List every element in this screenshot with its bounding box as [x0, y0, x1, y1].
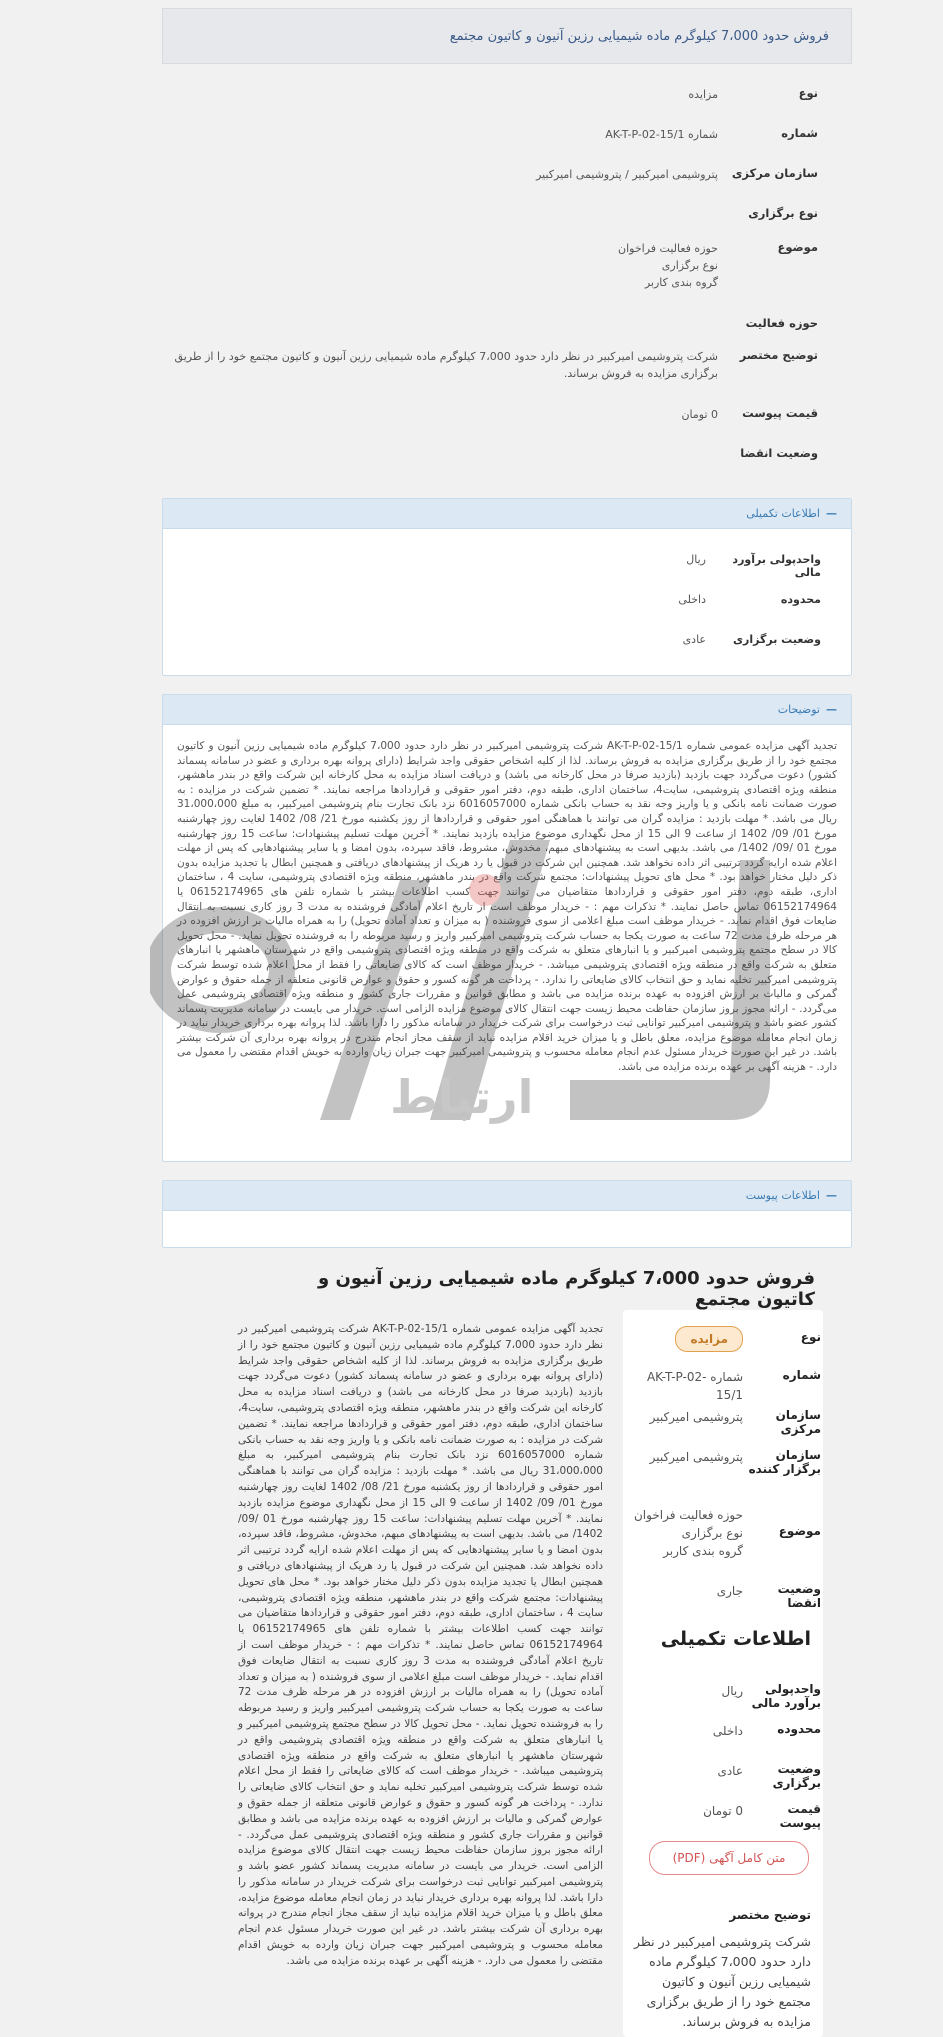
detail-title: فروش حدود 7،000 کیلوگرم ماده شیمیایی رزین آنیون و کاتیون مجتمع: [318, 1268, 815, 1310]
attachments-panel: [162, 1180, 852, 1248]
card-value: حوزه فعالیت فراخوان نوع برگزاری گروه بندی کاربر: [633, 1508, 743, 1558]
main-description: تجدید آگهی مزایده عمومی شماره AK-T-P-02-15/1 شرکت پتروشیمی امیرکبیر در نظر دارد حدود 7،000 کیلوگرم ماده شیمیایی رزین آنیون و کاتیون مجتمع خود را از طریق برگزاری مزایده به فروش برساند. لذا از کلیه اشخاص حقوقی واجد شرایط (دارای پروانه بهره برداری و عضو در سامانه پسماند کشور) دعوت می‌گردد جهت بازدید (بازدید صرفا در محل کارخانه می باشد) و دریافت اسناد مزایده به محل کارخانه این شرکت واقع در بندر ماهشهر، منطقه ویژه اقتصادی پتروشیمی، سایت4، ساختمان اداری، طبقه دوم، دفتر امور حقوقی و قراردادها مراجعه نمایند. * تضمین شرکت در مزایده : به صورت ضمانت نامه بانکی و یا واریز وجه نقد به حساب بانکی شماره 6016057000 نزد بانک تجارت بنام پتروشیمی امیرکبیر، به مبلغ 31،000،000 ریال می باشد. * مهلت بازدید : مزایده گران می توانند با هماهنگی امور حقوقی و قراردادها از روز یکشنبه مورخ 21/ 08/ 1402 لغایت روز چهارشنبه مورخ 01/ 09/ 1402 از ساعت 9 الی 15 از محل نگهداری موضوع مزایده بازدید نمایند. * آخرین مهلت تسلیم پیشنهادات: ساعت 15 روز چهار‌شنبه مورخ 01 /09/ 1402/ می باشد. بدیهی است به پیشنهادهای مبهم، مخدوش، مشروط، فاقد سپرده، بدون امضا و یا سایر پیشنهادهایی که پس از مهلت اعلام شده ارایه گردد ترتیبی اثر داده نخواهد شد. همچنین این شرکت در قبول یا رد هریک از پیشنهادهای دریافتی و همچنین ابطال یا تجدید مزایده بدون ذکر دلیل مختار خواهد بود. * محل های تحویل پیشنهادات: مجتمع شرکت واقع در بندر ماهشهر، منطقه ویژه اقتصادی پتروشیمی، سایت 4 ، ساختمان اداری، طبقه دوم، دفتر امور حقوقی و قراردادها متقاضیان می توانند جهت کسب اطلاعات بیشتر با شماره تلفن های 06152174965 یا 06152174964 تماس حاصل نمایند. * تذکرات مهم : - خریدار موظف است از تاریخ اعلام آمادگی فروشنده به مدت 3 روز کاری نسبت به انتقال ضایعات فوق اقدام نماید. - خریدار موظف است مبلغ اعلامی از سوی فروشنده ( به میزان و تعداد آماده تحویل) را به همراه مالیات بر ارزش افزوده در هر مرحله ظرف مدت 72 ساعت به صورت یکجا به حساب شرکت پتروشیمی امیرکبیر واریز و رسید مربوطه را به فروشنده تحویل نماید. - محل تحویل کالا در سطح مجتمع پتروشیمی امیرکبیر و یا انبارهای متعلق به شرکت واقع در منطقه ویژه اقتصادی پتروشیمی واقع در شهرستان ماهشهر یا انبارهای متعلق به شرکت واقع در منطقه ویژه اقتصادی پتروشیمی میباشد. - خریدار موظف است که کالای ضایعاتی را فقط از محل اعلام شده توسط شرکت پتروشیمی امیرکبیر تخلیه نماید و حق انتخاب کالای ضایعاتی را ندارد. - پرداخت هر گونه کسور و حقوق و عوارض قانونی متعلقه از جمله حقوق و عوارض گمرکی و مالیات بر ارزش افزوده به عهده برنده مزایده می باشد و مطابق قوانین و مقررات جاری کشور و منطقه ویژه اقتصادی پتروشیمی عمل می‌گردد. - ارائه مجوز بروز سازمان حفاظت محیط زیست جهت انتقال کالای موضوع مزایده الزامی است. خریدار می بایست در سامانه مدیریت پسماند کشور عضو باشد و پتروشیمی امیرکبیر توانایی ثبت درخواست برای شرکت خریدار در سامانه مذکور را دارا باشد. لذا پروانه بهره برداری خریدار نباید در زمان انجام معامله موضوع مزایده، معلق باطل و یا میزان خرید اقلام مزایده نباید از سقف مجاز انجام مندرج در پروانه بهره برداری آن شرکت بیشتر باشد. در غیر این صورت خریدار مسئول عدم انجام معامله محسوب و پتروشیمی امیرکبیر جهت جبران زیان وارده به خویش اقدام مقتضی را معمول می دارد. - هزینه آگهی بر عهده برنده مزایده می باشد.: [238, 1323, 604, 1967]
extra-info-panel: [162, 498, 852, 676]
card-value: جاری: [716, 1584, 743, 1598]
card-label: وضعیت انقضا: [777, 1582, 821, 1610]
panel-header[interactable]: [163, 499, 851, 529]
extra-row-currency: [191, 553, 821, 579]
card-row-subject: [623, 1506, 823, 1560]
detail-label: توضیح مختصر: [739, 348, 818, 362]
extra-label: وضعیت برگزاری: [732, 633, 821, 646]
pdf-download-button[interactable]: متن کامل آگهی (PDF): [649, 1841, 809, 1875]
card-row-type: [623, 1326, 823, 1352]
card-row-scope: [623, 1722, 823, 1740]
detail-row-number: [153, 126, 818, 143]
detail-label: موضوع: [777, 240, 818, 254]
detail-value: [153, 206, 718, 220]
detail-row-activity: [153, 316, 818, 330]
extra-row-status: [191, 633, 821, 646]
detail-value: [153, 316, 718, 330]
detail-label: قیمت پیوست: [742, 406, 818, 420]
card-label: شماره: [782, 1368, 821, 1382]
detail-label: حوزه فعالیت: [745, 316, 818, 330]
detail-value: شرکت پتروشیمی امیرکبیر در نظر دارد حدود 7،000 کیلوگرم ماده شیمیایی رزین آنیون و کاتیون مجتمع خود را از طریق برگزاری مزایده به فروش برساند.: [174, 350, 718, 380]
watermark-text: ارتباط: [390, 1070, 534, 1124]
detail-row-price: [153, 406, 818, 423]
extra-label: محدوده: [780, 593, 821, 606]
detail-value: حوزه فعالیت فراخوان نوع برگزاری گروه بندی کاربر: [618, 242, 718, 289]
detail-label: شماره: [781, 126, 818, 140]
card-value: پتروشیمی امیرکبیر: [649, 1410, 743, 1424]
card-label: نوع: [800, 1330, 821, 1344]
collapse-icon[interactable]: —: [826, 507, 837, 520]
extra-value: داخلی: [678, 593, 706, 606]
panel-header[interactable]: [163, 695, 851, 725]
detail-row-type: [153, 86, 818, 103]
card-label: قیمت پیوست: [779, 1802, 821, 1830]
panel-title: توضیحات: [777, 703, 820, 716]
detail-row-summary: [153, 348, 818, 382]
panel-title: اطلاعات تکمیلی: [746, 507, 820, 520]
panel-title: اطلاعات پیوست: [745, 1189, 820, 1202]
summary-text: شرکت پتروشیمی امیرکبیر در نظر دارد حدود 7،000 کیلوگرم ماده شیمیایی رزین آنیون و کاتیون مجتمع خود را از طریق برگزاری مزایده به فروش برساند.: [633, 1934, 811, 2029]
detail-row-org: [153, 166, 818, 183]
description-panel: [162, 694, 852, 1162]
detail-value: شماره AK-T-P-02-15/1: [605, 128, 718, 141]
detail-value: مزایده: [688, 88, 718, 101]
detail-value: 0 تومان: [681, 408, 718, 421]
card-label: موضوع: [778, 1524, 821, 1538]
detail-value: [153, 446, 718, 460]
extra-label: واحدپولی برآورد مالی: [732, 553, 821, 579]
extra-row-scope: [191, 593, 821, 606]
collapse-icon[interactable]: —: [826, 703, 837, 716]
detail-label: نوع: [798, 86, 818, 100]
card-row-number: [623, 1368, 823, 1404]
detail-label: سازمان مرکزی: [731, 166, 818, 180]
panel-header[interactable]: [163, 1181, 851, 1211]
card-row-org: [623, 1408, 823, 1436]
card-label: محدوده: [777, 1722, 821, 1736]
detail-label: وضعیت انقضا: [740, 446, 818, 460]
card-row-currency: [623, 1682, 823, 1710]
detail-row-expiry: [153, 446, 818, 460]
card-label: سازمان مرکزی: [775, 1408, 821, 1436]
info-card: [623, 1310, 823, 2037]
card-label: سازمان برگزار کننده: [748, 1448, 821, 1476]
extra-value: عادی: [682, 633, 706, 646]
detail-row-holding-type: [153, 206, 818, 220]
card-row-expiry: [623, 1582, 823, 1610]
page-title: فروش حدود 7،000 کیلوگرم ماده شیمیایی رزین آنیون و کاتیون مجتمع: [162, 8, 852, 64]
type-badge[interactable]: مزایده: [675, 1326, 743, 1352]
card-row-status: [623, 1762, 823, 1790]
summary-label: توضیح مختصر: [729, 1908, 811, 1922]
card-value: ریال: [721, 1684, 743, 1698]
collapse-icon[interactable]: —: [826, 1189, 837, 1202]
card-value: عادی: [717, 1764, 743, 1778]
card-value: پتروشیمی امیرکبیر: [649, 1450, 743, 1464]
detail-label: نوع برگزاری: [748, 206, 818, 220]
card-row-price: [623, 1802, 823, 1830]
card-row-host: [623, 1448, 823, 1476]
card-label: وضعیت برگزاری: [772, 1762, 821, 1790]
card-value: 0 تومان: [703, 1804, 743, 1818]
extra-heading: اطلاعات تکمیلی: [660, 1628, 811, 1650]
extra-value: ریال: [686, 553, 706, 566]
description-text: تجدید آگهی مزایده عمومی شماره AK-T-P-02-15/1 شرکت پتروشیمی امیرکبیر در نظر دارد حدود 7،000 کیلوگرم ماده شیمیایی رزین آنیون و کاتیون مجتمع خود را از طریق برگزاری مزایده به فروش برساند. لذا از کلیه اشخاص حقوقی واجد شرایط (دارای پروانه بهره برداری و عضو در سامانه پسماند کشور) دعوت می‌گردد جهت بازدید (بازدید صرفا در محل کارخانه می باشد) و دریافت اسناد مزایده به محل کارخانه این شرکت واقع در بندر ماهشهر، منطقه ویژه اقتصادی پتروشیمی، سایت4، ساختمان اداری، طبقه دوم، دفتر امور حقوقی و قراردادها مراجعه نمایند. * تضمین شرکت در مزایده : به صورت ضمانت نامه بانکی و یا واریز وجه نقد به حساب بانکی شماره 6016057000 نزد بانک تجارت بنام پتروشیمی امیرکبیر، به مبلغ 31،000،000 ریال می باشد. * مهلت بازدید : مزایده گران می توانند با هماهنگی امور حقوقی و قراردادها از روز یکشنبه مورخ 21/ 08/ 1402 لغایت روز چهارشنبه مورخ 01/ 09/ 1402 از ساعت 9 الی 15 از محل نگهداری موضوع مزایده بازدید نمایند. * آخرین مهلت تسلیم پیشنهادات: ساعت 15 روز چهار‌شنبه مورخ 01 /09/ 1402/ می باشد. بدیهی است به پیشنهادهای مبهم، مخدوش، مشروط، فاقد سپرده، بدون امضا و یا سایر پیشنهادهایی که پس از مهلت اعلام شده ارایه گردد ترتیبی اثر داده نخواهد شد. همچنین این شرکت در قبول یا رد هریک از پیشنهادهای دریافتی و همچنین ابطال یا تجدید مزایده بدون ذکر دلیل مختار خواهد بود. * محل های تحویل پیشنهادات: مجتمع شرکت واقع در بندر ماهشهر، منطقه ویژه اقتصادی پتروشیمی، سایت 4 ، ساختمان اداری، طبقه دوم، دفتر امور حقوقی و قراردادها متقاضیان می توانند جهت کسب اطلاعات بیشتر با شماره تلفن های 06152174965 یا 06152174964 تماس حاصل نمایند. * تذکرات مهم : - خریدار موظف است از تاریخ اعلام آمادگی فروشنده به مدت 3 روز کاری نسبت به انتقال ضایعات فوق اقدام نماید. - خریدار موظف است مبلغ اعلامی از سوی فروشنده ( به میزان و تعداد آماده تحویل) را به همراه مالیات بر ارزش افزوده در هر مرحله ظرف مدت 72 ساعت به صورت یکجا به حساب شرکت پتروشیمی امیرکبیر واریز و رسید مربوطه را به فروشنده تحویل نماید. - محل تحویل کالا در سطح مجتمع پتروشیمی امیرکبیر و یا انبارهای متعلق به شرکت واقع در منطقه ویژه اقتصادی پتروشیمی واقع در شهرستان ماهشهر یا انبارهای متعلق به شرکت واقع در منطقه ویژه اقتصادی پتروشیمی میباشد. - خریدار موظف است که کالای ضایعاتی را فقط از محل اعلام شده توسط شرکت پتروشیمی امیرکبیر تخلیه نماید و حق انتخاب کالای ضایعاتی را ندارد. - پرداخت هر گونه کسور و حقوق و عوارض قانونی متعلقه از جمله حقوق و عوارض گمرکی و مالیات بر ارزش افزوده به عهده برنده مزایده می باشد و مطابق قوانین و مقررات جاری کشور و منطقه ویژه اقتصادی پتروشیمی عمل می‌گردد. - ارائه مجوز بروز سازمان حفاظت محیط زیست جهت انتقال کالای موضوع مزایده الزامی است. خریدار می بایست در سامانه مدیریت پسماند کشور عضو باشد و پتروشیمی امیرکبیر توانایی ثبت درخواست برای شرکت خریدار در سامانه مذکور را دارا باشد. لذا پروانه بهره برداری خریدار نباید در زمان انجام معامله موضوع مزایده، معلق باطل و یا میزان خرید اقلام مزایده نباید از سقف مجاز انجام مندرج در پروانه بهره برداری آن شرکت بیشتر باشد. در غیر این صورت خریدار مسئول عدم انجام معامله محسوب و پتروشیمی امیرکبیر جهت جبران زیان وارده به خویش اقدام مقتضی را معمول می دارد. - هزینه آگهی بر عهده برنده مزایده می باشد.: [177, 740, 838, 1074]
card-value: شماره AK-T-P-02-15/1: [646, 1370, 743, 1402]
detail-value: پتروشیمی امیرکبیر / پتروشیمی امیرکبیر: [536, 168, 718, 181]
card-value: داخلی: [712, 1724, 743, 1738]
detail-row-subject: [153, 240, 818, 291]
card-label: واحدپولی برآورد مالی: [751, 1682, 821, 1710]
